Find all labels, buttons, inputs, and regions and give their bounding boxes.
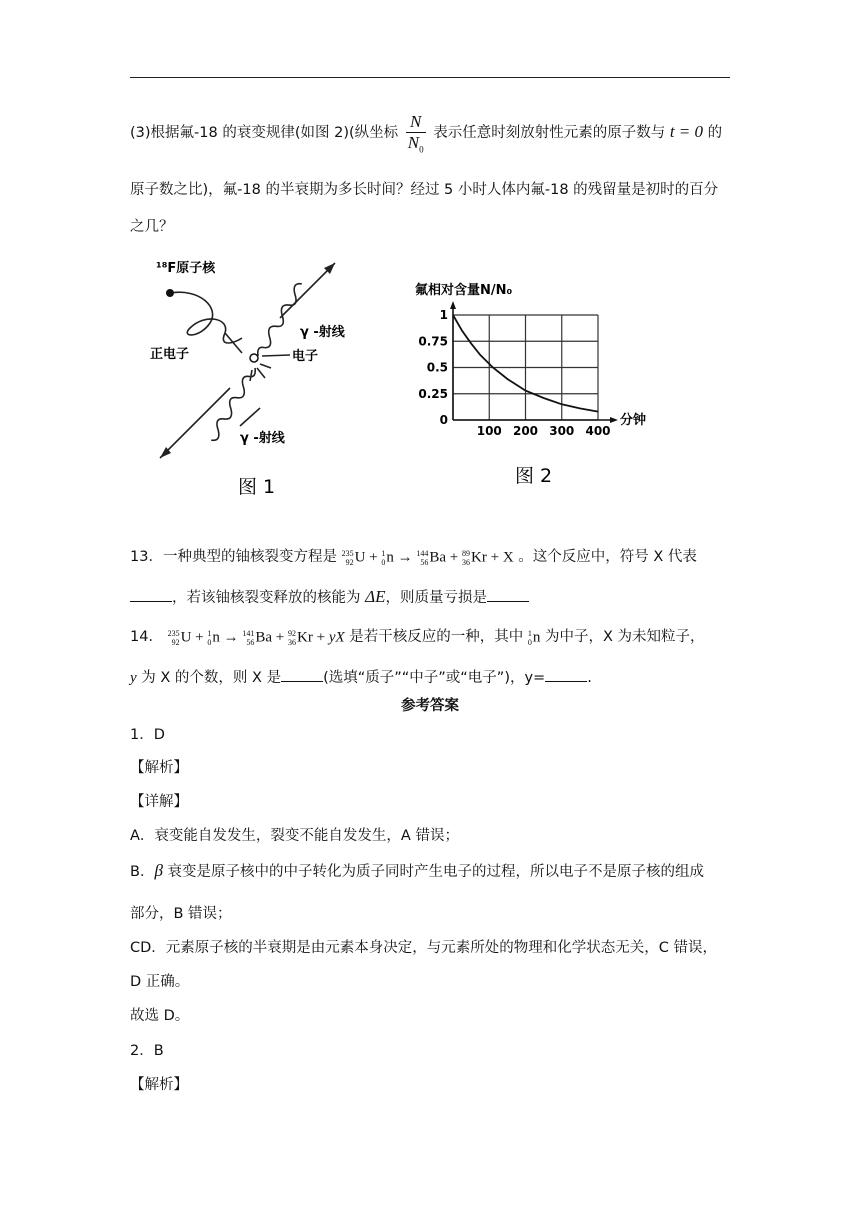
ratio-fraction — [406, 112, 426, 154]
eq14-ba: Ba — [255, 629, 273, 645]
answer-a: A．衰变能自发发生，裂变不能自发发生，A 错误； — [130, 828, 459, 844]
eq13-u-mass: 235 — [341, 548, 354, 558]
answers-title: 参考答案 — [401, 698, 459, 714]
fraction-den-letter: N — [407, 132, 420, 152]
x-tick-200: 200 — [512, 424, 539, 438]
eq14-n: n — [212, 629, 220, 645]
gamma-arrow-lower — [160, 388, 230, 458]
positron-label: 正电子 — [150, 347, 190, 362]
eq14-u: U — [180, 629, 192, 645]
figure-2-caption: 图 2 — [515, 465, 553, 487]
eq14-n-mass: 1 — [207, 628, 212, 638]
q14-blank-1[interactable] — [281, 669, 323, 682]
q3-text-b: 表示任意时刻放射性元素的原子数与 — [433, 125, 666, 142]
y-axis-label: 氟相对含量N/N₀ — [415, 283, 513, 298]
q14-text-f: . — [587, 670, 592, 686]
eq13-kr-iso — [462, 549, 470, 567]
q13-text-b: 。这个反应中，符号 X 代表 — [518, 549, 697, 565]
q14-y: y — [130, 670, 137, 686]
eq14-u-num: 92 — [171, 637, 180, 647]
burst-line-1 — [257, 368, 265, 378]
y-tick-0.75: 0.75 — [418, 334, 448, 349]
figure-1-caption: 图 1 — [238, 476, 276, 498]
x-axis-label: 分钟 — [620, 413, 647, 428]
figure-1 — [130, 248, 390, 508]
detail-heading: 【详解】 — [130, 794, 188, 810]
q3-line-3: 之几？ — [130, 219, 174, 235]
figure-1-drawing — [130, 248, 390, 508]
q14-line-2 — [130, 666, 592, 687]
eq13-equation: 235 92 U + 1 0 n → 144 56 Ba + 89 36 Kr + X — [341, 548, 514, 567]
eq14-ba-mass: 141 — [242, 628, 255, 638]
q13-text-a: 13．一种典型的铀核裂变方程是 — [130, 549, 337, 565]
neutron-iso — [528, 629, 532, 647]
q13-text-c: ，若该铀核裂变释放的核能为 — [172, 590, 361, 606]
eq13-ba-iso — [416, 549, 428, 567]
eq14-n-iso — [207, 629, 211, 647]
q14-blank-2[interactable] — [545, 669, 587, 682]
nucleus-dot — [166, 289, 174, 297]
neutron-letter: n — [532, 629, 541, 645]
eq13-n: n — [386, 549, 394, 565]
fraction-numerator: N — [406, 112, 426, 133]
header-rule — [130, 77, 730, 78]
q3-line-2: 原子数之比)，氟-18 的半衰期为多长时间？经过 5 小时人体内氟-18 的残留量是初时的百分 — [130, 182, 719, 198]
y-tick-1: 1 — [439, 308, 448, 322]
q13-blank-2[interactable] — [487, 589, 529, 602]
analysis-heading-2: 【解析】 — [130, 1077, 188, 1093]
figure-2 — [395, 270, 665, 495]
gamma-label-arrow — [240, 408, 260, 426]
eq14-kr-iso — [288, 629, 296, 647]
eq14-yx: yX — [328, 629, 345, 645]
delta-e: ΔE — [365, 587, 386, 606]
q13-line-2 — [130, 586, 529, 607]
neutron-num: 0 — [527, 637, 532, 647]
annihilation-point — [250, 354, 258, 362]
answer-b-text: 衰变是原子核中的中子转化为质子同时产生电子的过程，所以电子不是原子核的组成 — [162, 864, 705, 880]
electron-label: 电子 — [292, 349, 319, 364]
y-tick-0.25: 0.25 — [418, 386, 448, 401]
fraction-den-sub: 0 — [419, 143, 424, 154]
gamma-label-upper: γ -射线 — [300, 325, 345, 340]
q3-text-c: 的 — [707, 125, 723, 142]
nucleus-path — [170, 292, 242, 343]
q14-text-a: 14． — [130, 629, 163, 645]
eq13-kr-mass: 89 — [462, 548, 471, 558]
analysis-heading: 【解析】 — [130, 760, 188, 776]
answer-selection: 故选 D。 — [130, 1008, 190, 1024]
decay-chart — [395, 270, 665, 495]
beta-symbol: β — [154, 861, 163, 880]
neutron-mass: 1 — [527, 628, 532, 638]
q14-text-d: 为 X 的个数，则 X 是 — [141, 670, 282, 686]
eq13-n-num: 0 — [381, 557, 386, 567]
eq14-u-iso — [168, 629, 180, 647]
eq13-x: X — [502, 549, 514, 565]
answer-b-prefix: B． — [130, 864, 155, 880]
answer-cd-line-1: CD．元素原子核的半衰期是由元素本身决定，与元素所处的物理和化学状态无关，C 错误， — [130, 940, 718, 956]
eq13-u-iso — [342, 549, 354, 567]
eq14-n-num: 0 — [207, 637, 212, 647]
neutron-symbol — [528, 629, 541, 647]
eq13-u-num: 92 — [345, 557, 354, 567]
y-tick-0.5: 0.5 — [426, 360, 448, 375]
eq13-n-iso — [381, 549, 385, 567]
x-tick-100: 100 — [476, 424, 502, 438]
gamma-arrow-upper — [280, 263, 335, 318]
q14-line-1 — [130, 625, 705, 647]
q3-text-a: (3)根据氟-18 的衰变规律(如图 2)(纵坐标 — [130, 125, 399, 142]
eq13-ba-mass: 144 — [416, 548, 429, 558]
eq13-kr-num: 36 — [462, 557, 471, 567]
burst-line-2 — [250, 370, 252, 381]
burst-line-3 — [260, 364, 271, 368]
x-tick-300: 300 — [549, 424, 575, 438]
eq13-u: U — [354, 549, 366, 565]
eq13-ba: Ba — [429, 549, 447, 565]
q14-text-c: 为中子，X 为未知粒子， — [544, 629, 705, 645]
eq13-ba-num: 56 — [420, 557, 429, 567]
answer-2: 2．B — [130, 1043, 164, 1059]
q13-line-1 — [130, 545, 697, 567]
eq14-equation: 235 92 U + 1 0 n → 141 56 Ba + 92 36 Kr + yX — [167, 628, 345, 647]
gamma-label-lower: γ -射线 — [240, 431, 285, 446]
eq14-kr: Kr — [297, 629, 313, 645]
t-equals-zero: t = 0 — [669, 122, 704, 142]
eq14-ba-num: 56 — [246, 637, 255, 647]
eq14-kr-mass: 92 — [288, 628, 297, 638]
answer-b-line-2: 部分，B 错误； — [130, 906, 232, 922]
answer-1: 1．D — [130, 727, 165, 743]
answer-cd-line-2: D 正确。 — [130, 974, 190, 990]
eq14-u-mass: 235 — [167, 628, 180, 638]
eq14-kr-num: 36 — [288, 637, 297, 647]
q14-text-e: (选填“质子”“中子”或“电子”)，y= — [323, 670, 546, 686]
electron-arrow — [262, 355, 290, 356]
y-axis-arrow — [450, 301, 456, 309]
eq13-kr: Kr — [471, 549, 487, 565]
q3-line-1 — [130, 112, 722, 154]
y-tick-0: 0 — [439, 413, 448, 427]
answer-b-line-1 — [130, 860, 704, 881]
q14-text-b: 是若干核反应的一种，其中 — [349, 629, 524, 645]
x-axis-arrow — [610, 417, 618, 423]
eq14-ba-iso — [242, 629, 254, 647]
q13-blank-1[interactable] — [130, 589, 172, 602]
nucleus-label: ¹⁸F原子核 — [156, 261, 216, 276]
fraction-denominator — [406, 133, 426, 155]
x-tick-400: 400 — [585, 424, 611, 438]
q13-text-d: ，则质量亏损是 — [385, 590, 487, 606]
eq13-n-mass: 1 — [381, 548, 386, 558]
